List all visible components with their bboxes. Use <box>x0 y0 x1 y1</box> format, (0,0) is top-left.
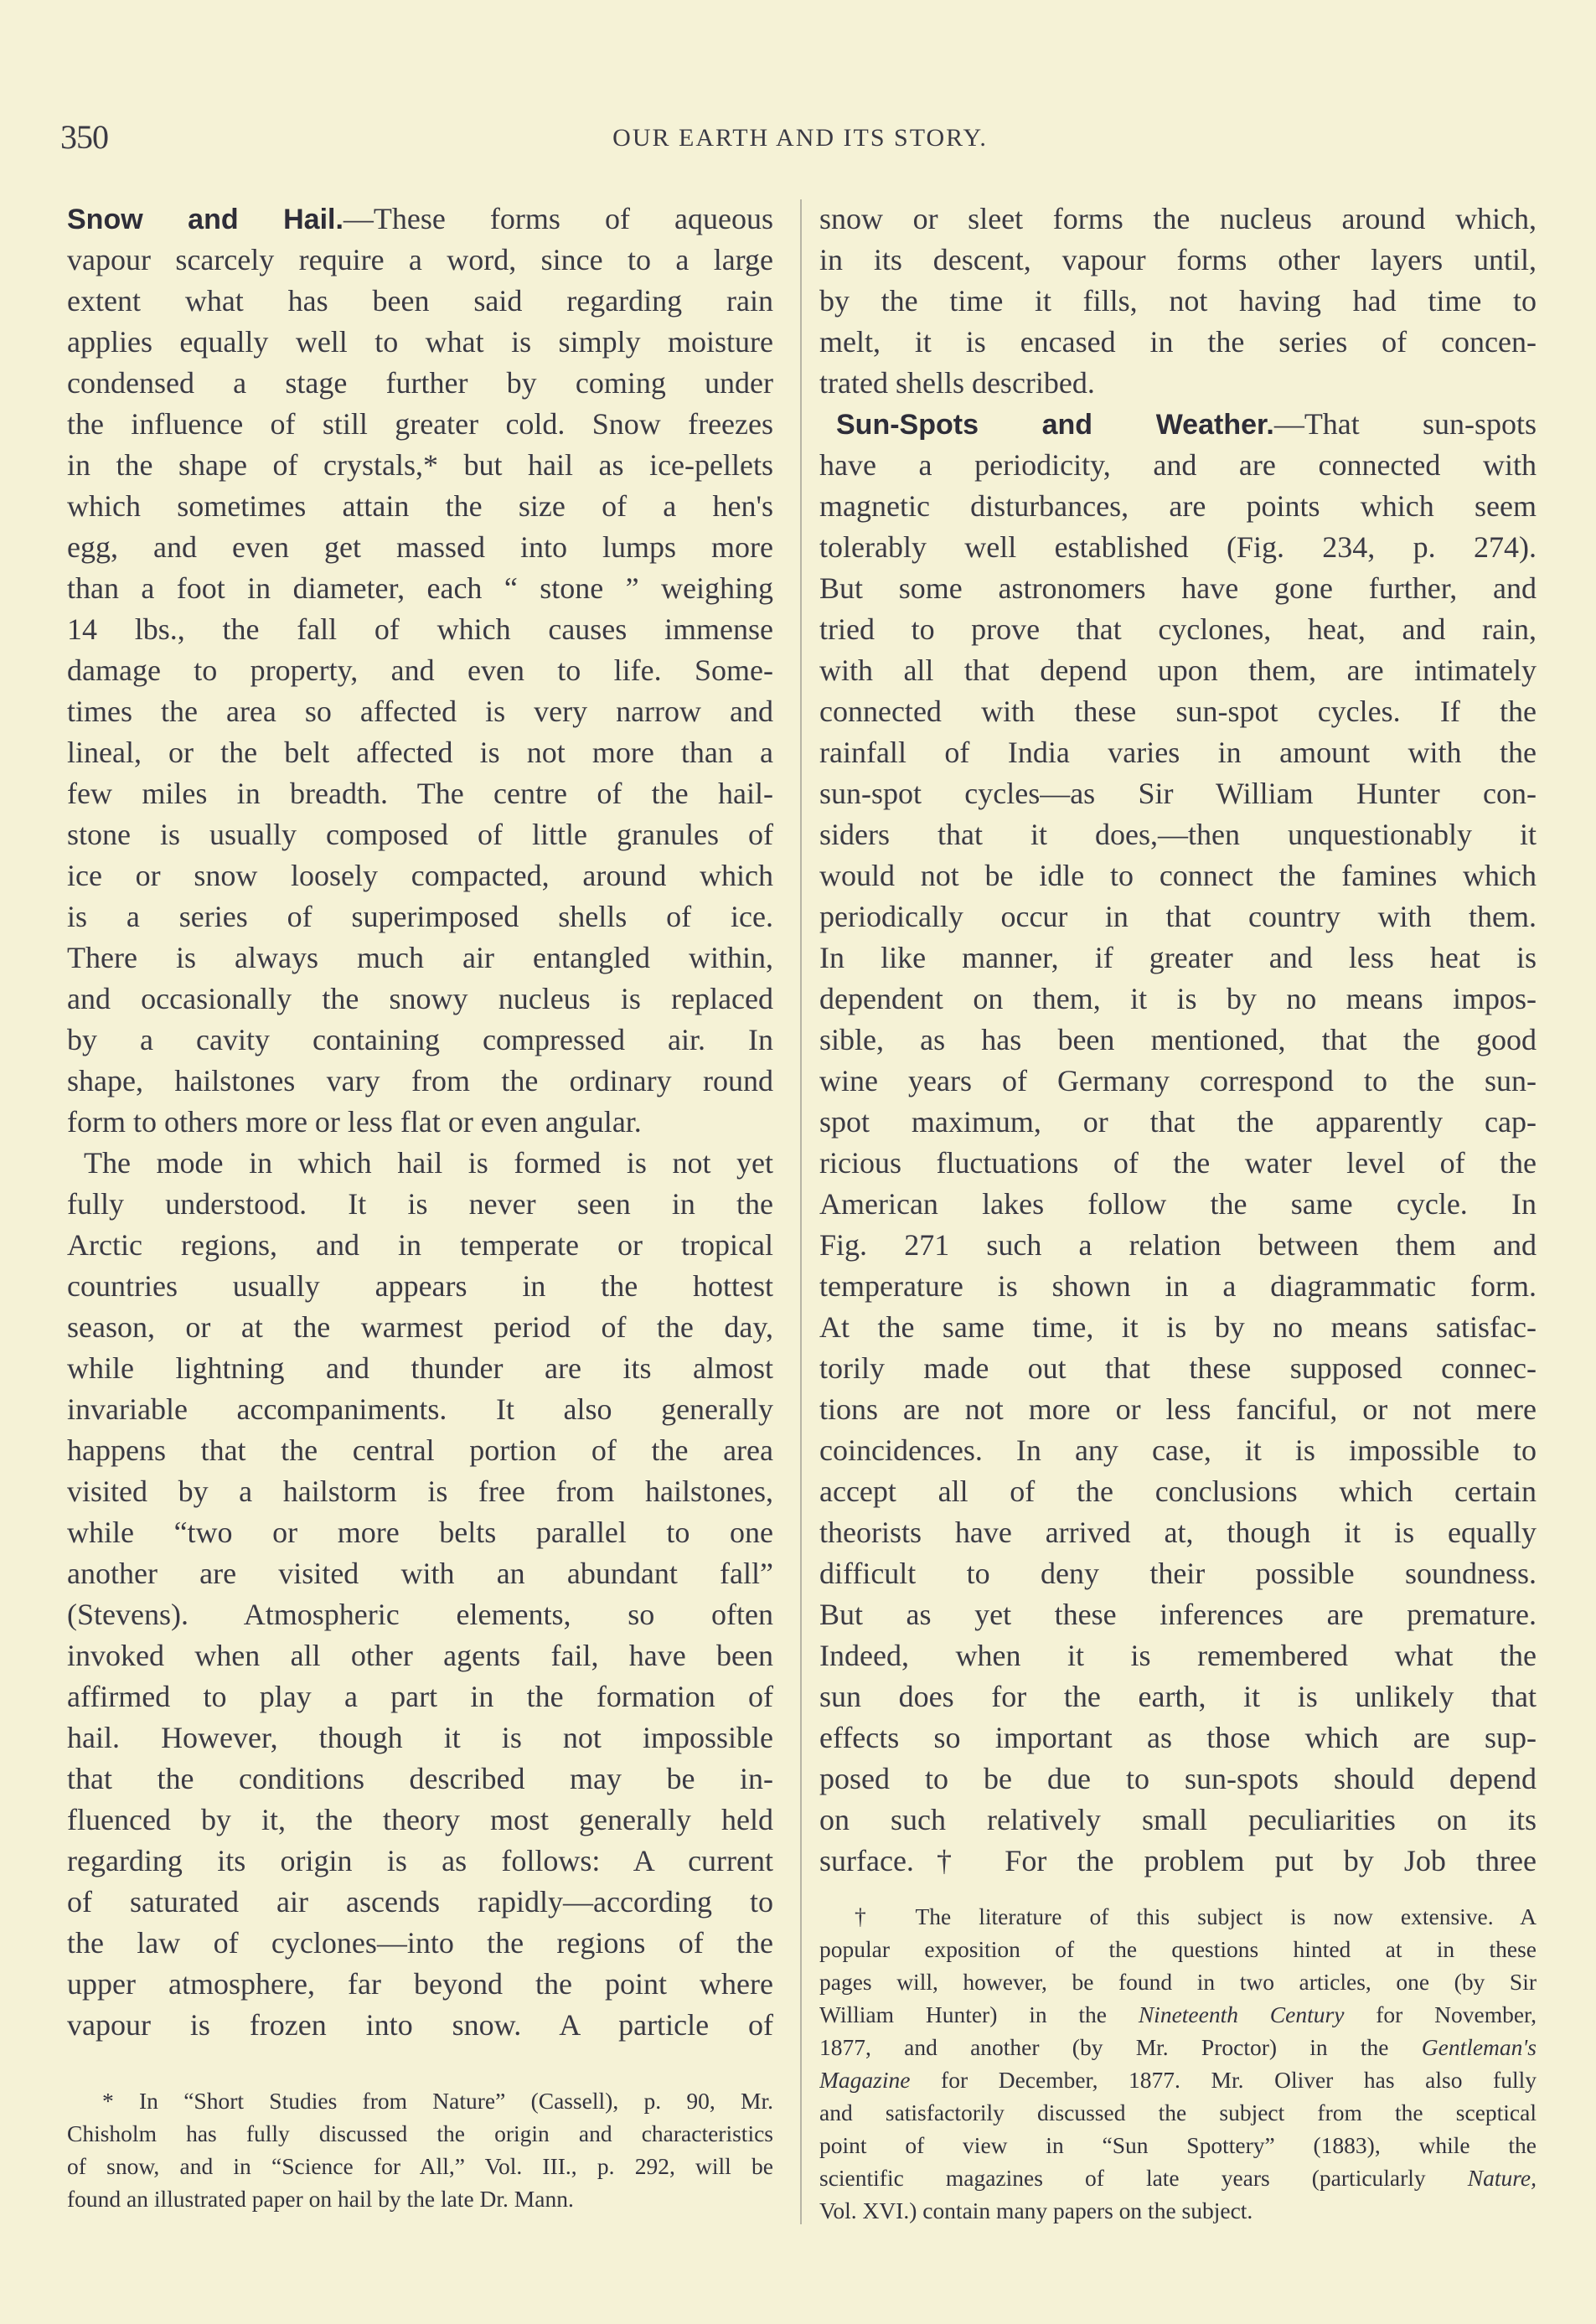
text-line: tolerably well established (Fig. 234, p. 274). <box>819 530 1537 564</box>
section-heading: Sun-Spots and Weather. <box>836 409 1274 441</box>
text-line: egg, and even get massed into lumps more <box>67 530 773 564</box>
text-line: invoked when all other agents fail, have been <box>67 1639 773 1672</box>
text-line: while lightning and thunder are its almost <box>67 1351 773 1385</box>
text-line: on such relatively small peculiarities on its <box>819 1803 1537 1836</box>
right-column <box>819 199 1537 1882</box>
text-line: sible, as has been mentioned, that the good <box>819 1023 1537 1056</box>
text-line: stone is usually composed of little granules of <box>67 818 773 851</box>
footnote-left <box>67 2084 773 2215</box>
text-segment: Vol. XVI.) contain many papers on the subject. <box>819 2197 1253 2223</box>
text-segment: form to others more or less flat or even angular. <box>67 1105 642 1139</box>
text-segment: The mode in which hail is formed is not yet <box>84 1146 773 1180</box>
text-line: that the conditions described may be in- <box>67 1762 773 1795</box>
text-line: fluenced by it, the theory most generally held <box>67 1803 773 1836</box>
text-segment: —These forms of aqueous <box>343 202 773 235</box>
text-line: spot maximum, or that the apparently cap- <box>819 1105 1537 1139</box>
page-number: 350 <box>60 118 108 156</box>
text-line: In like manner, if greater and less heat is <box>819 941 1537 974</box>
italic-title: Magazine <box>819 2067 911 2093</box>
text-line: extent what has been said regarding rain <box>67 284 773 318</box>
text-line: which sometimes attain the size of a hen's <box>67 489 773 523</box>
text-line: Fig. 271 such a relation between them and <box>819 1228 1537 1262</box>
text-line <box>819 2161 1537 2194</box>
text-line: few miles in breadth. The centre of the hail- <box>67 777 773 810</box>
text-segment: scientific magazines of late years (particularly <box>819 2165 1468 2191</box>
text-line <box>819 2194 1537 2227</box>
text-line: torily made out that these supposed connec- <box>819 1351 1537 1385</box>
text-line <box>67 1143 773 1184</box>
text-segment: * In “Short Studies from Nature” (Cassell), p. 90, Mr. <box>102 2088 773 2114</box>
text-segment: William Hunter) in the <box>819 2001 1139 2027</box>
text-line: vapour is frozen into snow. A particle of <box>67 2008 773 2042</box>
text-line: theorists have arrived at, though it is equally <box>819 1516 1537 1549</box>
text-line: regarding its origin is as follows: A current <box>67 1844 773 1877</box>
text-line: countries usually appears in the hottest <box>67 1269 773 1303</box>
text-line: by the time it fills, not having had time to <box>819 284 1537 318</box>
text-line: Arctic regions, and in temperate or tropical <box>67 1228 773 1262</box>
text-line: in its descent, vapour forms other layers until, <box>819 243 1537 276</box>
text-line: of saturated air ascends rapidly—according to <box>67 1885 773 1919</box>
text-line: Indeed, when it is remembered what the <box>819 1639 1537 1672</box>
text-line: fully understood. It is never seen in the <box>67 1187 773 1221</box>
text-line: is a series of superimposed shells of ice. <box>67 900 773 933</box>
text-line: wine years of Germany correspond to the sun- <box>819 1064 1537 1097</box>
text-line: melt, it is encased in the series of concen- <box>819 325 1537 359</box>
text-segment: 1877, and another (by Mr. Proctor) in the <box>819 2034 1422 2060</box>
text-line: dependent on them, it is by no means impos- <box>819 982 1537 1015</box>
text-line: periodically occur in that country with them. <box>819 900 1537 933</box>
text-line: in the shape of crystals,* but hail as ice-pellets <box>67 448 773 482</box>
text-line: condensed a stage further by coming under <box>67 366 773 400</box>
text-segment: found an illustrated paper on hail by the late Dr. Mann. <box>67 2186 574 2212</box>
text-line: and satisfactorily discussed the subject from the sceptical <box>819 2099 1537 2125</box>
text-line: posed to be due to sun-spots should depend <box>819 1762 1537 1795</box>
text-line: with all that depend upon them, are intimately <box>819 653 1537 687</box>
text-line: siders that it does,—then unquestionably it <box>819 818 1537 851</box>
text-line <box>67 2182 773 2215</box>
text-line <box>819 2063 1537 2096</box>
text-line: popular exposition of the questions hinted at in these <box>819 1936 1537 1962</box>
text-line: temperature is shown in a diagrammatic form. <box>819 1269 1537 1303</box>
text-line: ricious fluctuations of the water level of the <box>819 1146 1537 1180</box>
text-line: snow or sleet forms the nucleus around which, <box>819 202 1537 235</box>
text-line: sun does for the earth, it is unlikely that <box>819 1680 1537 1713</box>
text-line: tried to prove that cyclones, heat, and rain, <box>819 612 1537 646</box>
running-title: OUR EARTH AND ITS STORY. <box>612 124 988 152</box>
text-line: invariable accompaniments. It also generally <box>67 1392 773 1426</box>
text-line: have a periodicity, and are connected with <box>819 448 1537 482</box>
column-divider <box>800 199 802 2224</box>
footnote-right <box>819 1900 1537 2227</box>
left-column <box>67 199 773 2046</box>
text-line <box>819 404 1537 445</box>
text-line: ice or snow loosely compacted, around which <box>67 859 773 892</box>
text-line: by a cavity containing compressed air. In <box>67 1023 773 1056</box>
text-line: season, or at the warmest period of the day, <box>67 1310 773 1344</box>
text-line: 14 lbs., the fall of which causes immense <box>67 612 773 646</box>
text-segment: for November, <box>1344 2001 1537 2027</box>
text-line: sun-spot cycles—as Sir William Hunter con- <box>819 777 1537 810</box>
text-segment: for December, 1877. Mr. Oliver has also fully <box>910 2067 1537 2093</box>
text-line: American lakes follow the same cycle. In <box>819 1187 1537 1221</box>
text-line: There is always much air entangled within, <box>67 941 773 974</box>
text-line: while “two or more belts parallel to one <box>67 1516 773 1549</box>
text-line: magnetic disturbances, are points which seem <box>819 489 1537 523</box>
text-line: point of view in “Sun Spottery” (1883), while the <box>819 2132 1537 2158</box>
text-line: connected with these sun-spot cycles. If the <box>819 695 1537 728</box>
text-line: difficult to deny their possible soundness. <box>819 1557 1537 1590</box>
text-line <box>67 1102 773 1143</box>
text-line: shape, hailstones vary from the ordinary round <box>67 1064 773 1097</box>
section-heading: Snow and Hail. <box>67 204 343 235</box>
text-line: of snow, and in “Science for All,” Vol. III., p. 292, will be <box>67 2153 773 2179</box>
italic-title: Nineteenth Century <box>1138 2001 1345 2027</box>
text-segment: trated shells described. <box>819 366 1095 400</box>
text-line: At the same time, it is by no means satisfac- <box>819 1310 1537 1344</box>
text-line <box>819 2031 1537 2063</box>
text-line: But as yet these inferences are premature. <box>819 1598 1537 1631</box>
text-line: vapour scarcely require a word, since to a large <box>67 243 773 276</box>
text-line: accept all of the conclusions which certain <box>819 1474 1537 1508</box>
text-line: pages will, however, be found in two articles, one (by Sir <box>819 1969 1537 1995</box>
text-line: upper atmosphere, far beyond the point where <box>67 1967 773 2001</box>
text-line: But some astronomers have gone further, and <box>819 571 1537 605</box>
italic-title: Nature, <box>1467 2165 1537 2191</box>
text-line: affirmed to play a part in the formation of <box>67 1680 773 1713</box>
text-line: coincidences. In any case, it is impossible to <box>819 1433 1537 1467</box>
text-line: happens that the central portion of the area <box>67 1433 773 1467</box>
text-line: and occasionally the snowy nucleus is replaced <box>67 982 773 1015</box>
text-line: lineal, or the belt affected is not more than a <box>67 736 773 769</box>
text-line: another are visited with an abundant fall” <box>67 1557 773 1590</box>
text-line: surface.† For the problem put by Job three <box>819 1844 1537 1877</box>
text-line: the law of cyclones—into the regions of the <box>67 1926 773 1960</box>
text-line: (Stevens). Atmospheric elements, so often <box>67 1598 773 1631</box>
text-line <box>819 1998 1537 2031</box>
text-line <box>67 199 773 240</box>
text-segment: † The literature of this subject is now extensive. A <box>855 1903 1537 1929</box>
text-line <box>819 1900 1537 1933</box>
text-line: visited by a hailstorm is free from hailstones, <box>67 1474 773 1508</box>
italic-title: Gentleman's <box>1421 2034 1537 2060</box>
text-line: applies equally well to what is simply moisture <box>67 325 773 359</box>
text-segment: —That sun-spots <box>1273 407 1537 441</box>
text-line: the influence of still greater cold. Snow freezes <box>67 407 773 441</box>
text-line: rainfall of India varies in amount with the <box>819 736 1537 769</box>
text-line: than a foot in diameter, each “ stone ” weighing <box>67 571 773 605</box>
text-line <box>819 363 1537 404</box>
text-line: times the area so affected is very narrow and <box>67 695 773 728</box>
text-line: Chisholm has fully discussed the origin and characteristics <box>67 2120 773 2146</box>
text-line: effects so important as those which are sup- <box>819 1721 1537 1754</box>
text-line <box>67 2084 773 2117</box>
text-line: damage to property, and even to life. Some- <box>67 653 773 687</box>
text-line: would not be idle to connect the famines which <box>819 859 1537 892</box>
text-line: tions are not more or less fanciful, or not mere <box>819 1392 1537 1426</box>
text-line: hail. However, though it is not impossible <box>67 1721 773 1754</box>
